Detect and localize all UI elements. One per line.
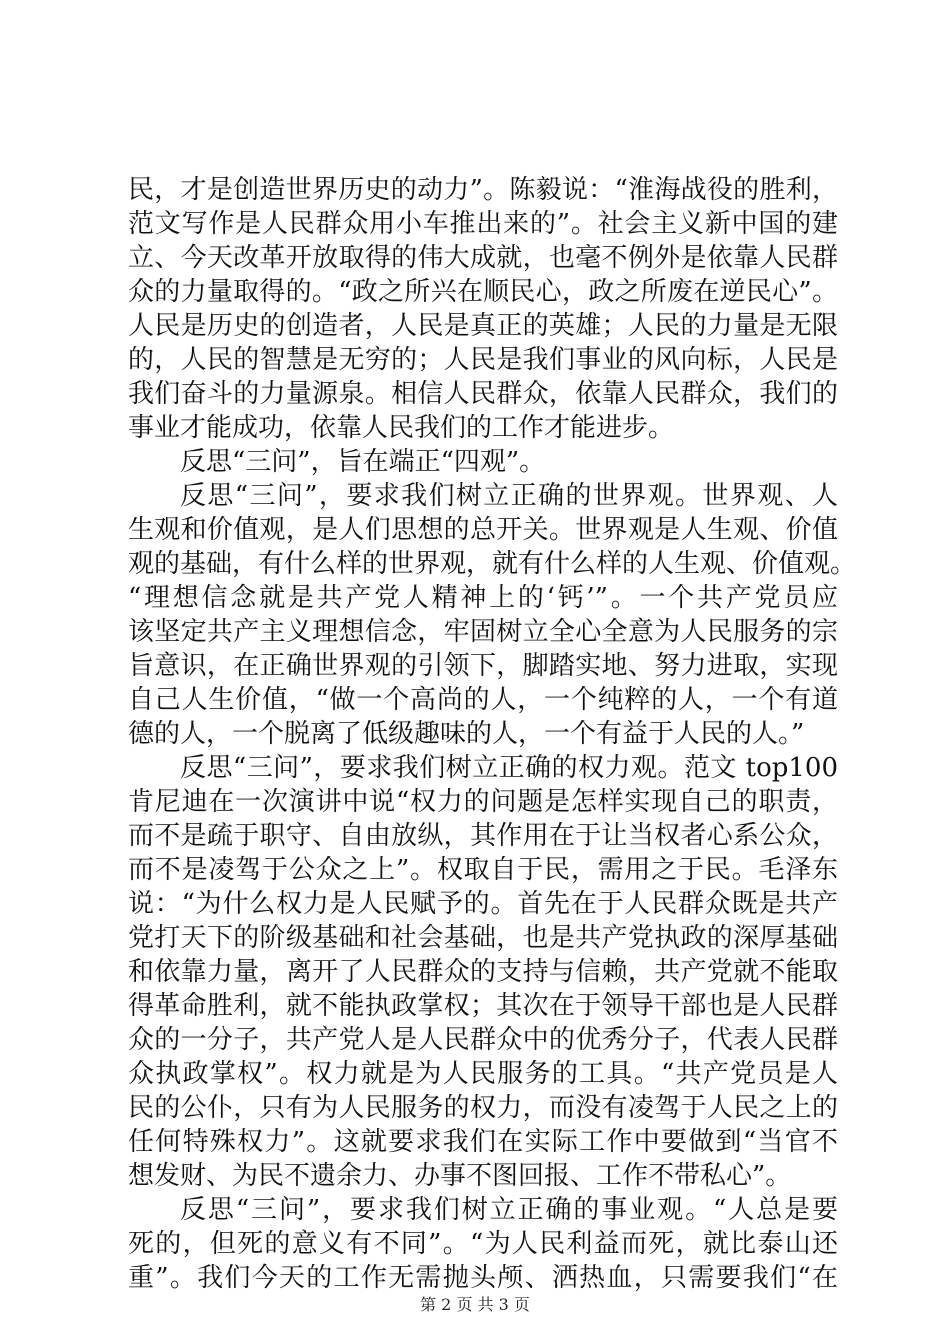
text-line: 该坚定共产主义理想信念，牢固树立全心全意为人民服务的宗 bbox=[128, 617, 838, 647]
text-line: 反思“三问”，要求我们树立正确的世界观。世界观、人 bbox=[180, 481, 838, 511]
text-line: 生观和价值观，是人们思想的总开关。世界观是人生观、价值 bbox=[128, 515, 838, 545]
text-line: 我们奋斗的力量源泉。相信人民群众，依靠人民群众，我们的 bbox=[128, 379, 838, 409]
page-number-footer: 第 2 页 共 3 页 bbox=[420, 1295, 530, 1314]
section-heading: 反思“三问”，旨在端正“四观”。 bbox=[180, 447, 546, 477]
text-line: 的，人民的智慧是无穷的；人民是我们事业的风向标，人民是 bbox=[128, 345, 838, 375]
text-line: 事业才能成功，依靠人民我们的工作才能进步。 bbox=[128, 413, 675, 443]
text-line: 反思“三问”，要求我们树立正确的权力观。范文 top100 bbox=[180, 753, 838, 783]
text-line: 观的基础，有什么样的世界观，就有什么样的人生观、价值观。 bbox=[128, 549, 857, 579]
text-line: 党打天下的阶级基础和社会基础，也是共产党执政的深厚基础 bbox=[128, 923, 838, 953]
text-line: 人民是历史的创造者，人民是真正的英雄；人民的力量是无限 bbox=[128, 311, 838, 341]
text-line: 范文写作是人民群众用小车推出来的”。社会主义新中国的建 bbox=[128, 209, 838, 239]
text-line: 反思“三问”，要求我们树立正确的事业观。“人总是要 bbox=[180, 1195, 838, 1225]
text-line: 民，才是创造世界历史的动力”。陈毅说：“淮海战役的胜利， bbox=[128, 175, 838, 205]
text-line: 而不是凌驾于公众之上”。权取自于民，需用之于民。毛泽东 bbox=[128, 855, 838, 885]
text-line: 任何特殊权力”。这就要求我们在实际工作中要做到“当官不 bbox=[128, 1127, 838, 1157]
text-line: 众的力量取得的。“政之所兴在顺民心，政之所废在逆民心”。 bbox=[128, 277, 838, 307]
text-line: 而不是疏于职守、自由放纵，其作用在于让当权者心系公众， bbox=[128, 821, 838, 851]
text-line: 肯尼迪在一次演讲中说“权力的问题是怎样实现自己的职责， bbox=[128, 787, 838, 817]
text-line: 民的公仆，只有为人民服务的权力，而没有凌驾于人民之上的 bbox=[128, 1093, 838, 1123]
text-line: 众执政掌权”。权力就是为人民服务的工具。“共产党员是人 bbox=[128, 1059, 838, 1089]
text-line: 旨意识，在正确世界观的引领下，脚踏实地、努力进取，实现 bbox=[128, 651, 838, 681]
text-line: 众的一分子，共产党人是人民群众中的优秀分子，代表人民群 bbox=[128, 1025, 838, 1055]
text-line: 德的人，一个脱离了低级趣味的人，一个有益于人民的人。” bbox=[128, 719, 805, 749]
text-line: 自己人生价值，“做一个高尚的人，一个纯粹的人，一个有道 bbox=[128, 685, 838, 715]
text-line: “理想信念就是共产党人精神上的‘钙’”。一个共产党员应 bbox=[128, 583, 838, 613]
text-line: 得革命胜利，就不能执政掌权；其次在于领导干部也是人民群 bbox=[128, 991, 838, 1021]
text-line: 立、今天改革开放取得的伟大成就，也毫不例外是依靠人民群 bbox=[128, 243, 838, 273]
text-line: 重”。我们今天的工作无需抛头颅、洒热血，只需要我们“在 bbox=[128, 1263, 838, 1293]
text-line: 死的，但死的意义有不同”。“为人民利益而死，就比泰山还 bbox=[128, 1229, 838, 1259]
text-line: 想发财、为民不遗余力、办事不图回报、工作不带私心”。 bbox=[128, 1161, 792, 1191]
text-line: 说：“为什么权力是人民赋予的。首先在于人民群众既是共产 bbox=[128, 889, 838, 919]
text-line: 和依靠力量，离开了人民群众的支持与信赖，共产党就不能取 bbox=[128, 957, 838, 987]
